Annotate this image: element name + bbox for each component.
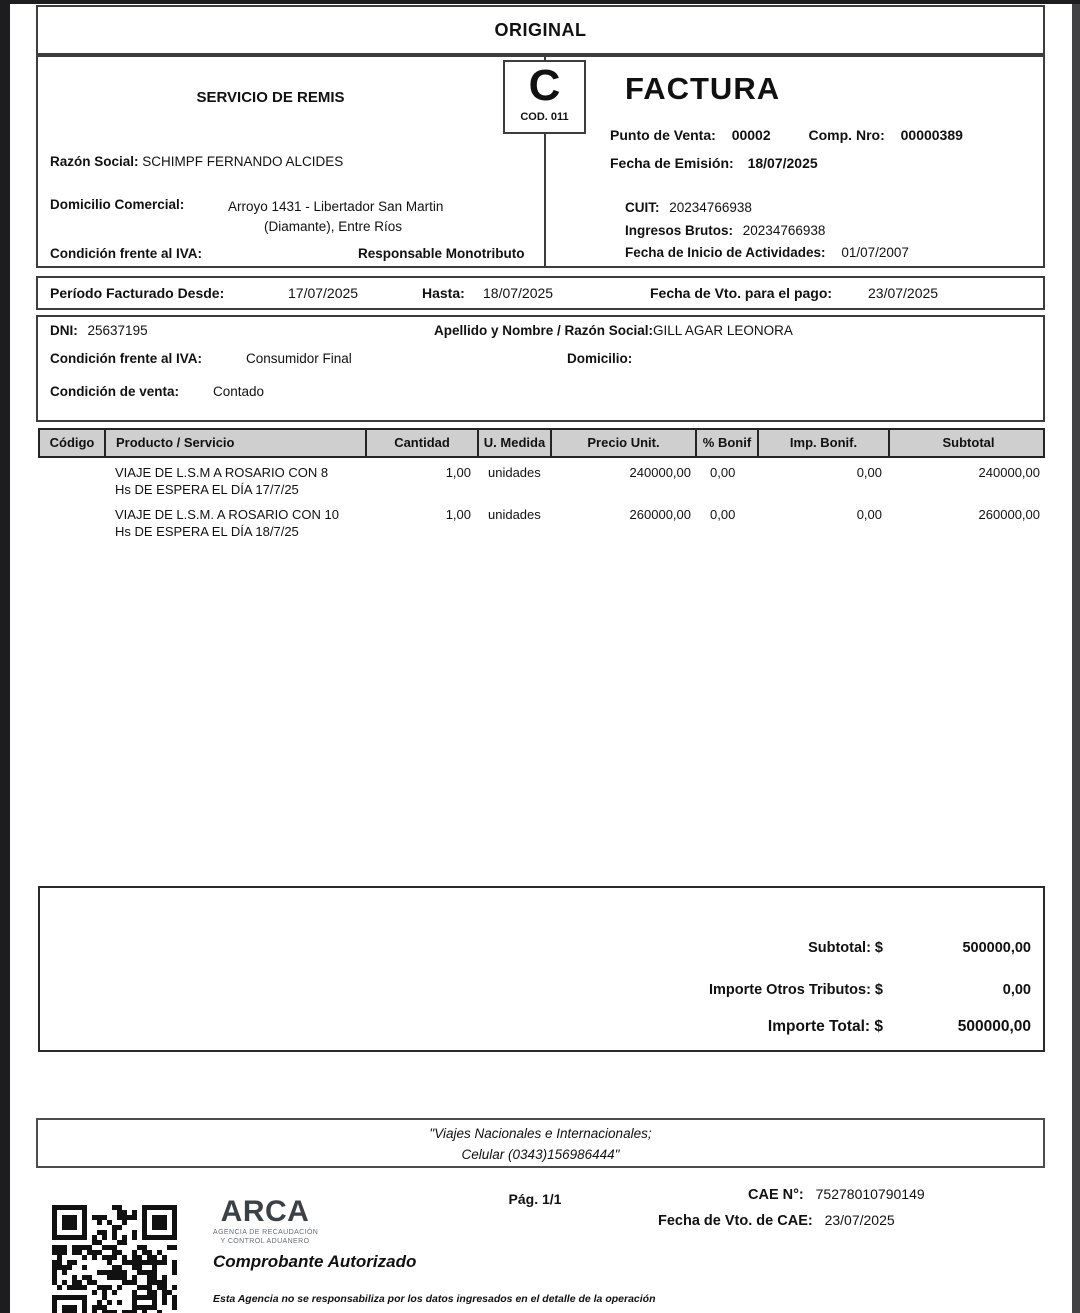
col-cantidad: Cantidad xyxy=(367,430,479,456)
domicilio-value xyxy=(228,197,443,237)
fecha-emision-value: 18/07/2025 xyxy=(747,155,818,171)
item-subtotal: 260000,00 xyxy=(978,507,1040,522)
condicion-venta-row xyxy=(50,384,265,399)
col-subtotal: Subtotal xyxy=(942,435,995,450)
condicion-venta-value: Contado xyxy=(213,384,265,399)
item-producto-line2: Hs DE ESPERA EL DÍA 17/7/25 xyxy=(115,482,299,497)
otros-tributos-row xyxy=(709,982,1031,998)
item-codigo xyxy=(38,464,104,498)
fecha-emision-row xyxy=(610,155,818,171)
dni-label: DNI: xyxy=(50,323,78,338)
cuit-row xyxy=(625,200,752,215)
cliente-domicilio-row xyxy=(567,351,638,366)
periodo-hasta-label: Hasta: xyxy=(422,285,465,301)
importe-total-label: Importe Total: $ xyxy=(767,1018,883,1035)
page-number: Pág. 1/1 xyxy=(508,1191,562,1207)
cae-vto-row xyxy=(658,1212,895,1229)
iva-row xyxy=(50,246,525,261)
col-bonif: % Bonif xyxy=(697,430,759,456)
cliente-iva-row xyxy=(50,351,352,366)
col-codigo: Código xyxy=(40,430,106,456)
arca-wordmark: ARCA xyxy=(220,1195,310,1228)
copy-label: ORIGINAL xyxy=(494,20,587,40)
razon-social-label: Razón Social: xyxy=(50,154,139,169)
col-producto: Producto / Servicio xyxy=(106,430,367,456)
doc-type-title: FACTURA xyxy=(625,71,781,106)
razon-social-value: SCHIMPF FERNANDO ALCIDES xyxy=(142,154,344,169)
comp-nro-label: Comp. Nro: xyxy=(808,127,885,143)
item-producto xyxy=(104,506,365,540)
cuit-value: 20234766938 xyxy=(669,200,752,215)
periodo-hasta-value: 18/07/2025 xyxy=(483,285,554,301)
viewer-right-edge xyxy=(1072,0,1080,1313)
item-precio: 260000,00 xyxy=(629,507,691,522)
arca-logo xyxy=(213,1196,317,1246)
item-bonif: 0,00 xyxy=(710,465,736,480)
inicio-actividades-label: Fecha de Inicio de Actividades: xyxy=(625,245,826,260)
arca-subtitle-line1: AGENCIA DE RECAUDACIÓN xyxy=(213,1229,319,1236)
items-table-header xyxy=(38,428,1045,458)
cliente-nombre-label: Apellido y Nombre / Razón Social: xyxy=(434,323,654,338)
qr-code-icon xyxy=(52,1205,177,1313)
periodo-section xyxy=(36,276,1045,310)
item-codigo xyxy=(38,506,104,540)
cliente-iva-label: Condición frente al IVA: xyxy=(50,351,203,366)
periodo-vto-label: Fecha de Vto. para el pago: xyxy=(650,285,833,301)
col-precio: Precio Unit. xyxy=(552,430,697,456)
dni-value: 25637195 xyxy=(87,323,148,338)
inicio-actividades-value: 01/07/2007 xyxy=(841,245,909,260)
cae-vto-value: 23/07/2025 xyxy=(824,1212,895,1228)
service-title: SERVICIO DE REMIS xyxy=(196,89,345,106)
copy-banner xyxy=(36,5,1045,55)
comments-section xyxy=(36,1118,1045,1168)
cliente-iva-value: Consumidor Final xyxy=(246,351,352,366)
col-medida: U. Medida xyxy=(479,430,552,456)
razon-social-row xyxy=(50,154,343,169)
cae-label: CAE N°: xyxy=(748,1187,804,1203)
periodo-desde-value: 17/07/2025 xyxy=(288,285,359,301)
disclaimer-text: Esta Agencia no se responsabiliza por los datos ingresados en el detalle de la operación xyxy=(213,1293,656,1305)
totales-section xyxy=(38,886,1045,1052)
item-cantidad: 1,00 xyxy=(445,465,471,480)
subtotal-label: Subtotal: $ xyxy=(808,940,883,956)
otros-tributos-label: Importe Otros Tributos: $ xyxy=(708,982,883,998)
item-medida: unidades xyxy=(488,507,541,522)
invoice-letter: C xyxy=(528,61,561,110)
periodo-desde-label: Período Facturado Desde: xyxy=(50,285,225,301)
iibb-label: Ingresos Brutos: xyxy=(625,223,734,238)
item-imp-bonif: 0,00 xyxy=(856,507,882,522)
domicilio-row xyxy=(50,197,444,234)
table-row xyxy=(38,464,1045,498)
inicio-actividades-row xyxy=(625,245,909,260)
comments-line2: Celular (0343)156986444" xyxy=(461,1147,620,1162)
comments-line1: "Viajes Nacionales e Internacionales; xyxy=(429,1126,652,1141)
periodo-vto-value: 23/07/2025 xyxy=(868,285,939,301)
item-producto-line2: Hs DE ESPERA EL DÍA 18/7/25 xyxy=(115,524,299,539)
cae-row xyxy=(748,1186,925,1203)
cae-vto-label: Fecha de Vto. de CAE: xyxy=(658,1213,813,1229)
item-subtotal: 240000,00 xyxy=(978,465,1040,480)
importe-total-value: 500000,00 xyxy=(957,1018,1031,1035)
comp-nro-value: 00000389 xyxy=(900,127,963,143)
punto-venta-label: Punto de Venta: xyxy=(610,127,716,143)
item-medida: unidades xyxy=(488,465,541,480)
dni-row xyxy=(50,323,148,338)
invoice-page xyxy=(10,0,1072,1313)
item-producto-line1: VIAJE DE L.S.M. A ROSARIO CON 10 xyxy=(115,507,339,522)
comprobante-autorizado-label: Comprobante Autorizado xyxy=(213,1252,417,1271)
punto-venta-value: 00002 xyxy=(731,127,771,143)
iibb-row xyxy=(625,223,825,238)
domicilio-label: Domicilio Comercial: xyxy=(50,197,185,212)
header-section xyxy=(36,55,1045,268)
cliente-nombre-row xyxy=(434,323,793,338)
subtotal-row xyxy=(808,940,1031,956)
item-imp-bonif: 0,00 xyxy=(856,465,882,480)
otros-tributos-value: 0,00 xyxy=(1002,982,1031,998)
col-imp-bonif: Imp. Bonif. xyxy=(759,430,890,456)
arca-subtitle-line2: Y CONTROL ADUANERO xyxy=(220,1238,310,1245)
item-producto-line1: VIAJE DE L.S.M A ROSARIO CON 8 xyxy=(115,465,329,480)
importe-total-row xyxy=(768,1018,1031,1036)
viewer-top-edge xyxy=(0,0,1080,4)
cuit-label: CUIT: xyxy=(625,200,660,215)
invoice-letter-code: COD. 011 xyxy=(520,111,569,123)
domicilio-line2: (Diamante), Entre Ríos xyxy=(264,219,403,234)
item-cantidad: 1,00 xyxy=(445,507,471,522)
iva-label: Condición frente al IVA: xyxy=(50,246,203,261)
punto-venta-row xyxy=(610,127,963,143)
item-precio: 240000,00 xyxy=(629,465,691,480)
subtotal-value: 500000,00 xyxy=(962,940,1031,956)
iva-value: Responsable Monotributo xyxy=(358,246,525,261)
iibb-value: 20234766938 xyxy=(742,223,826,238)
item-bonif: 0,00 xyxy=(710,507,736,522)
condicion-venta-label: Condición de venta: xyxy=(50,384,180,399)
fecha-emision-label: Fecha de Emisión: xyxy=(610,155,734,171)
item-producto xyxy=(104,464,365,498)
cae-value: 75278010790149 xyxy=(815,1186,925,1202)
cliente-domicilio-label: Domicilio: xyxy=(567,351,633,366)
cliente-nombre-value: GILL AGAR LEONORA xyxy=(653,323,793,338)
table-row xyxy=(38,506,1045,540)
domicilio-line1: Arroyo 1431 - Libertador San Martin xyxy=(228,199,444,214)
cliente-section xyxy=(36,315,1045,422)
invoice-letter-box xyxy=(503,60,586,134)
qr-code-svg xyxy=(52,1205,177,1313)
